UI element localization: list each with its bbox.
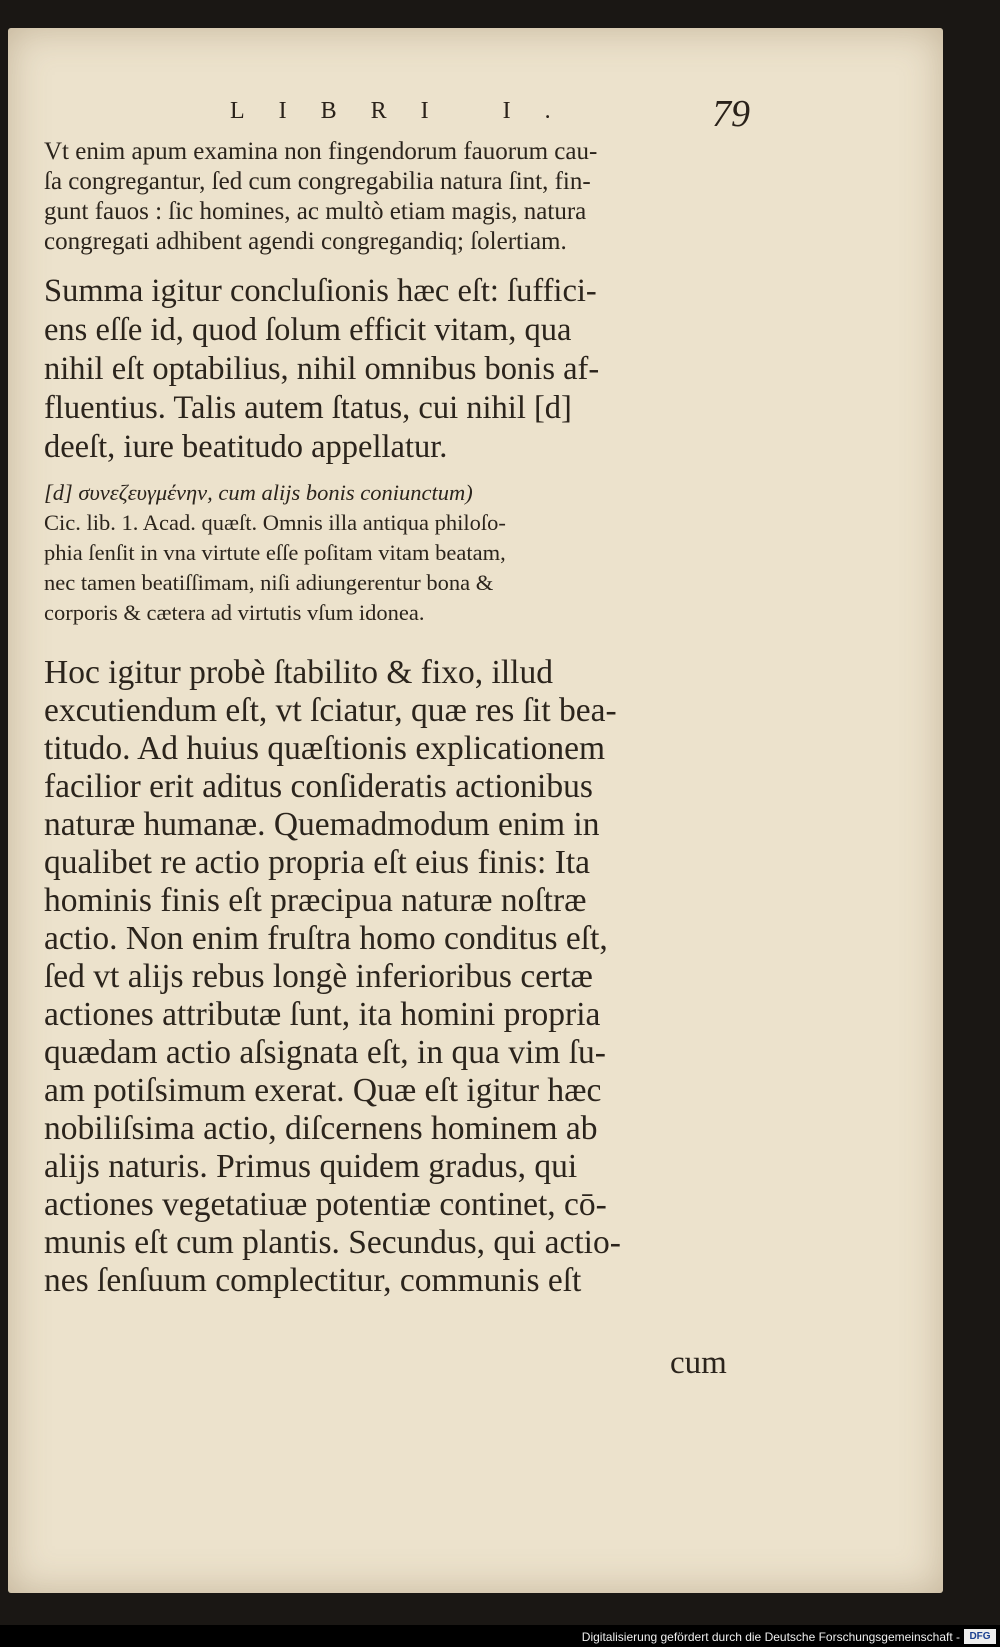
text-line: nobiliſsima actio, diſcernens hominem ab [44, 1110, 598, 1147]
text-line: ſed vt alijs rebus longè inferioribus certæ [44, 958, 593, 995]
text-line: Hoc igitur probè ſtabilito & fixo, illud [44, 654, 553, 691]
funding-credit: Digitalisierung gefördert durch die Deutsche Forschungsgemeinschaft - [581, 1630, 960, 1644]
text-line: nes ſenſuum complectitur, communis eſt [44, 1262, 582, 1299]
footnote-d [44, 478, 744, 628]
text-line: actiones attributæ ſunt, ita homini propria [44, 996, 601, 1033]
footer-bar [0, 1625, 1000, 1647]
text-line: [d] συνεζευγμένην, cum alijs bonis coniunctum) [44, 480, 473, 505]
paragraph-quote-bees [44, 137, 744, 257]
text-line: facilior erit aditus conſideratis actionibus [44, 768, 593, 805]
text-line: excutiendum eſt, vt ſciatur, quæ res ſit bea- [44, 692, 617, 729]
text-line: deeſt, iure beatitudo appellatur. [44, 429, 448, 465]
text-line: qualibet re actio propria eſt eius finis: Ita [44, 844, 591, 881]
catchword: cum [670, 1345, 727, 1381]
text-line: fluentius. Talis autem ſtatus, cui nihil [d] [44, 390, 572, 426]
running-title: LIBRI I. [230, 98, 585, 124]
text-line: actio. Non enim fruſtra homo conditus eſt, [44, 920, 608, 957]
text-line: actiones vegetatiuæ potentiæ continet, cō- [44, 1186, 607, 1223]
text-line: ens eſſe id, quod ſolum efficit vitam, qua [44, 312, 572, 348]
text-line: congregati adhibent agendi congregandiq; ſolertiam. [44, 228, 567, 255]
text-line: munis eſt cum plantis. Secundus, qui actio- [44, 1224, 621, 1261]
text-line: quædam actio aſsignata eſt, in qua vim ſu- [44, 1034, 606, 1071]
page-number: 79 [712, 93, 750, 135]
text-line: corporis & cætera ad virtutis vſum idonea. [44, 600, 425, 625]
dfg-logo: DFG [964, 1629, 996, 1644]
text-line: Summa igitur concluſionis hæc eſt: ſuffici- [44, 273, 597, 309]
text-line: hominis finis eſt præcipua naturæ noſtræ [44, 882, 587, 919]
text-line: naturæ humanæ. Quemadmodum enim in [44, 806, 600, 843]
text-line: am potiſsimum exerat. Quæ eſt igitur hæc [44, 1072, 602, 1109]
text-line: ſa congregantur, ſed cum congregabilia natura ſint, fin- [44, 168, 591, 195]
page-header [230, 92, 750, 137]
paragraph-summa [44, 272, 744, 467]
text-line: phia ſenſit in vna virtute eſſe poſitam vitam beatam, [44, 540, 506, 565]
paragraph-hoc-igitur [44, 654, 744, 1300]
text-line: nihil eſt optabilius, nihil omnibus bonis af- [44, 351, 600, 387]
text-line: alijs naturis. Primus quidem gradus, qui [44, 1148, 578, 1185]
text-line: Cic. lib. 1. Acad. quæſt. Omnis illa antiqua philoſo- [44, 510, 506, 535]
text-line: Vt enim apum examina non fingendorum fauorum cau- [44, 138, 598, 165]
text-line: gunt fauos : ſic homines, ac multò etiam magis, natura [44, 198, 587, 225]
text-line: nec tamen beatiſſimam, niſi adiungerentur bona & [44, 570, 494, 595]
text-line: titudo. Ad huius quæſtionis explicationem [44, 730, 606, 767]
